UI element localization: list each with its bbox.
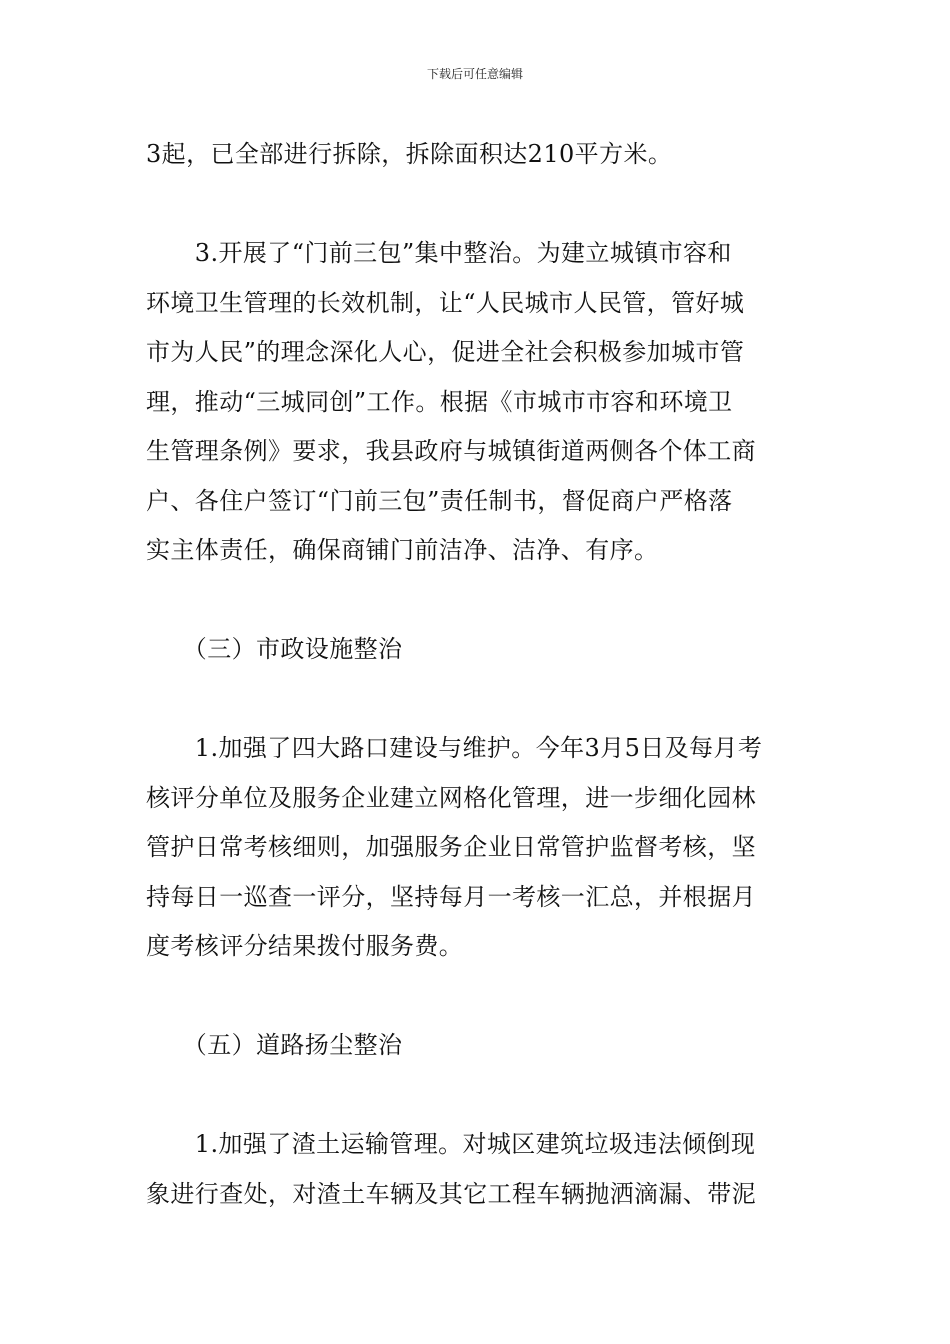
text-line: 度考核评分结果拨付服务费。	[146, 932, 464, 960]
page-header: 下载后可任意编辑	[426, 67, 523, 81]
text-line: 3起，已全部进行拆除，拆除面积达210平方米。	[146, 140, 673, 168]
section-heading: （五）道路扬尘整治	[146, 1031, 403, 1059]
paragraph-gap	[146, 180, 808, 230]
paragraph-gap	[146, 972, 808, 1022]
text-line: 生管理条例》要求，我县政府与城镇街道两侧各个体工商	[146, 437, 756, 465]
section-heading: （三）市政设施整治	[146, 635, 403, 663]
paragraph-gap	[146, 675, 808, 725]
text-line: 管护日常考核细则，加强服务企业日常管护监督考核，坚	[146, 833, 756, 861]
text-line: 市为人民”的理念深化人心，促进全社会积极参加城市管	[146, 338, 745, 366]
text-line: 1.加强了渣土运输管理。对城区建筑垃圾违法倾倒现	[146, 1130, 756, 1158]
text-line: 3.开展了“门前三包”集中整治。为建立城镇市容和	[146, 239, 732, 267]
text-line: 理，推动“三城同创”工作。根据《市城市市容和环境卫	[146, 387, 733, 416]
paragraph-gap	[146, 576, 808, 626]
text-line: 核评分单位及服务企业建立网格化管理，进一步细化园林	[146, 783, 756, 812]
text-line: 象进行查处，对渣土车辆及其它工程车辆抛洒滴漏、带泥	[146, 1179, 756, 1208]
text-line: 环境卫生管理的长效机制，让“人民城市人民管，管好城	[146, 288, 745, 317]
paragraph-gap	[146, 1071, 808, 1121]
document-body	[146, 130, 808, 1219]
text-line: 1.加强了四大路口建设与维护。今年3月5日及每月考	[146, 734, 763, 762]
text-line: 持每日一巡查一评分，坚持每月一考核一汇总，并根据月	[146, 882, 756, 911]
text-line: 户、各住户签订“门前三包”责任制书，督促商户严格落	[146, 486, 733, 515]
text-line: 实主体责任，确保商铺门前洁净、洁净、有序。	[146, 536, 659, 564]
